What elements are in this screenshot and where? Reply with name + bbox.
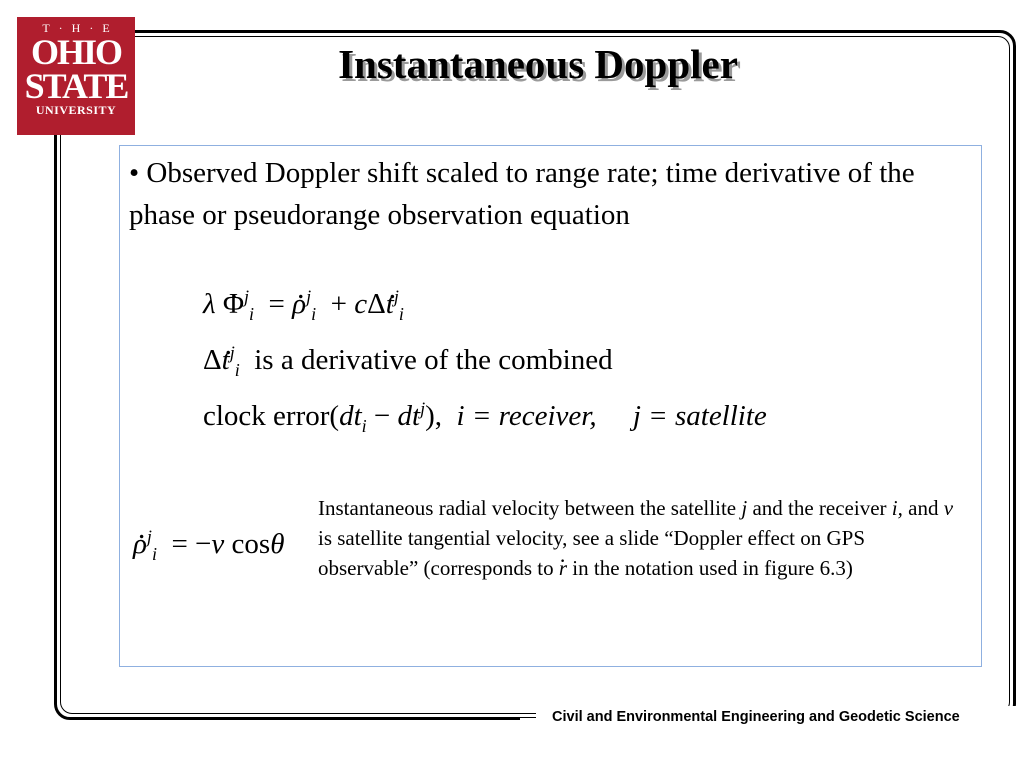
satellite-def: j = satellite: [632, 400, 767, 432]
velocity-note: Instantaneous radial velocity between the satellite j and the receiver i, and v is satellite tangential velocity, see a slide “Doppler effect on GPS observable” (corresponds to . r in the notation used in figure 6.3): [318, 493, 968, 583]
footer-text: Civil and Environmental Engineering and Geodetic Science: [552, 709, 960, 725]
doppler-equation: λ . $\Phi^j_i$ = . $\rho^j_i + c\Delta$. $t^j_i$: [203, 288, 404, 321]
clock-error-line: clock $error(dt_i - dt^j)$, i = receiver, j = satellite: [203, 398, 767, 436]
receiver-def: i = receiver,: [456, 400, 597, 432]
clock-error-label: clock error: [203, 400, 330, 432]
footer-rule: [520, 713, 536, 721]
logo-ohio: OHIO: [30, 32, 121, 72]
radial-velocity-equation: . $\rho^j_i = -v$ cosθ: [133, 528, 284, 561]
slide-title: Instantaneous Doppler: [338, 41, 738, 87]
logo-state: STATE: [24, 66, 128, 106]
clock-derivative-line: Δ. $t^j_i$ is a derivative of the combined: [203, 344, 613, 377]
bullet-point: • Observed Doppler shift scaled to range rate; time derivative of the phase or pseudorange observation equation: [129, 157, 915, 231]
logo-the: T·H·E: [42, 21, 119, 35]
logo-university: UNIVERSITY: [35, 103, 117, 117]
derivative-text: is a derivative of the combined: [254, 344, 613, 376]
